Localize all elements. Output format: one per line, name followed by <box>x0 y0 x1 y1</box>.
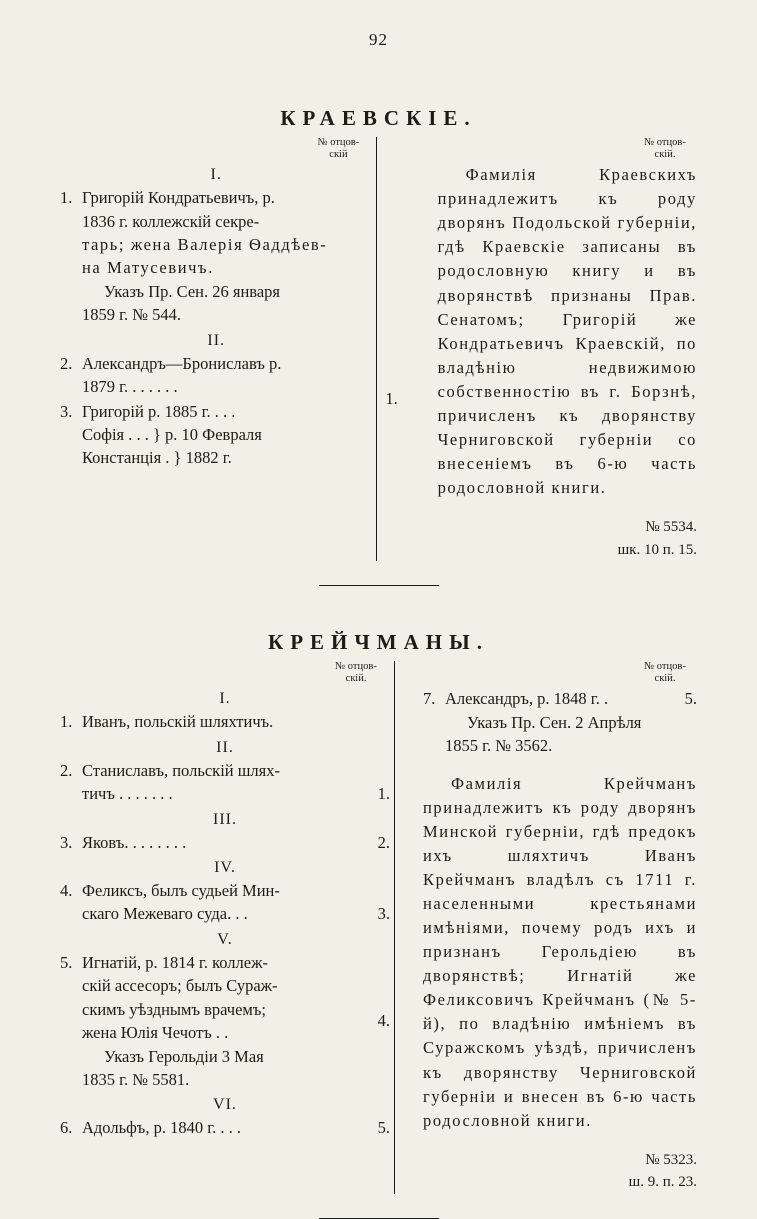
archive-shelf: шк. 10 п. 15. <box>617 541 697 558</box>
right-colhead-line1: № отцов- <box>644 661 686 673</box>
group-roman-ii: II. <box>207 331 226 349</box>
entry-reference-number: 5. <box>377 1118 390 1138</box>
group-roman-iv: IV. <box>214 859 236 877</box>
genealogy-entry <box>60 879 390 926</box>
group-roman-iii: III. <box>213 810 237 828</box>
entry-line: Иванъ, польскій шляхтичъ. <box>82 712 274 732</box>
entry-number: 6. <box>60 1118 73 1138</box>
section-separator <box>319 585 439 586</box>
entry-reference-number: 4. <box>377 1011 390 1031</box>
entry-line: Станиславъ, польскій шлях- <box>82 760 280 780</box>
group-roman-v: V. <box>217 930 233 948</box>
genealogy-entry <box>60 400 372 470</box>
section-title: КРЕЙЧМАНЫ. <box>268 630 489 655</box>
entry-reference-number: 3. <box>377 904 390 924</box>
page-number: 92 <box>369 30 388 49</box>
entry-number: 2. <box>60 353 73 373</box>
section-columns <box>60 661 697 1194</box>
section-columns <box>60 137 697 561</box>
entry-line: жена Юлія Чечотъ . . <box>82 1023 229 1043</box>
entry-line: Игнатій, р. 1814 г. коллеж- <box>82 952 268 972</box>
entry-extra-line: 1835 г. № 5581. <box>82 1069 190 1089</box>
entry-extra-line: Указъ Пр. Сен. 26 января <box>104 281 281 301</box>
group-roman-ii: II. <box>216 738 234 756</box>
section-title: КРАЕВСКІЕ. <box>280 106 477 130</box>
section-kraevskie <box>60 106 697 586</box>
entry-line: Григорій Кондратьевичъ, р. <box>82 188 275 208</box>
entry-line: 1836 г. коллежскій секре- <box>82 211 260 231</box>
entry-reference-number: 1. <box>385 389 398 408</box>
entry-number: 3. <box>60 401 73 421</box>
genealogy-entry <box>60 1116 390 1139</box>
right-colhead-line1: № отцов- <box>644 137 686 148</box>
right-column <box>410 137 697 561</box>
left-column-header <box>60 661 390 685</box>
archive-signature <box>438 516 697 561</box>
entry-number: 7. <box>423 689 436 709</box>
entry-line: 1879 г. . . . . . . <box>82 377 178 397</box>
genealogy-entry <box>60 831 390 854</box>
genealogy-entry <box>60 186 372 327</box>
entry-line: Григорій р. 1885 г. . . . <box>82 401 236 421</box>
entry-extra-line: Указъ Пр. Сен. 2 Апрѣля <box>467 712 642 732</box>
entry-line: Констанція . } 1882 г. <box>82 448 232 468</box>
entry-number: 1. <box>60 188 73 208</box>
entry-reference-number: 5. <box>684 689 697 709</box>
group-roman-i: I. <box>219 690 231 708</box>
entry-number: 1. <box>60 712 73 732</box>
entry-line: тарь; жена Валерія Ѳаддѣев- <box>82 234 328 254</box>
entry-reference-number: 2. <box>377 832 390 852</box>
archive-signature <box>423 1149 697 1194</box>
right-colhead-line2: скій. <box>654 149 676 161</box>
group-roman-vi: VI. <box>213 1096 237 1114</box>
right-colhead-line2: скій. <box>654 673 676 685</box>
entry-line: Феликсъ, былъ судьей Мин- <box>82 881 280 901</box>
entry-line: скимъ уѣзднымъ врачемъ; <box>82 999 266 1019</box>
left-colhead-line2: скій <box>329 149 348 161</box>
entry-extra-line: 1859 г. № 544. <box>82 305 182 325</box>
genealogy-entry <box>60 759 390 806</box>
column-divider <box>376 137 377 561</box>
entry-line: Софія . . . } р. 10 Февраля <box>82 424 262 444</box>
entry-reference-number: 1. <box>377 784 390 804</box>
left-colhead-line1: № отцов- <box>317 137 360 148</box>
left-column-header <box>60 137 372 161</box>
entry-line: скаго Межеваго суда. . . <box>82 904 248 924</box>
entry-line: Адольфъ, р. 1840 г. . . . <box>82 1118 241 1138</box>
right-column-header <box>423 661 697 685</box>
entry-line: на Матусевичъ. <box>82 258 214 278</box>
genealogy-entry <box>60 710 390 733</box>
entry-line: Александръ—Брониславъ р. <box>82 353 282 373</box>
archive-number: № 5534. <box>645 519 697 536</box>
entry-number: 5. <box>60 952 73 972</box>
section-description: Фамилія Крейчманъ принадлежитъ къ роду дворянъ Минской губерніи, гдѣ предокъ ихъ шляхтичъ Иванъ Крейчманъ владѣлъ съ 1711 г. населенными крестьянами имѣніями, почему родъ ихъ и признанъ Герольдіею въ дворянствѣ; Игнатій же Феликсовичъ Крейчманъ (№ 5-й), по владѣнію имѣніемъ въ Суражскомъ уѣздѣ, причисленъ къ дворянству Черниговской губерніи и внесен въ 6-ю часть родословной книги. <box>423 773 697 1130</box>
entry-reference-number <box>364 710 390 733</box>
left-column <box>60 661 390 1141</box>
section-description: Фамилія Краевскихъ принадлежитъ къ роду дворянъ Подольской губерніи, гдѣ Краевскіе записаны въ родословную книгу и въ дворянствѣ признаны Прав. Сенатомъ; Григорій же Кондратьевичъ Краевскій, по владѣнію недвижимою собственностію въ г. Борзнѣ, причисленъ къ дворянству Черниговской губерніи со внесеніемъ въ 6-ю часть родословной книги. <box>437 165 697 498</box>
entry-line: тичъ . . . . . . . <box>82 784 173 804</box>
archive-shelf: ш. 9. п. 23. <box>628 1174 697 1191</box>
entry-number: 3. <box>60 832 73 852</box>
left-colhead-line1: № отцов- <box>335 661 377 673</box>
archive-number: № 5323. <box>645 1151 697 1168</box>
genealogy-entry <box>60 352 372 399</box>
section-kreychmany <box>60 630 697 1219</box>
genealogy-entry <box>60 951 390 1092</box>
genealogy-entry <box>423 687 697 710</box>
entry-line: Яковъ. . . . . . . . <box>82 832 187 852</box>
right-column <box>395 661 697 1194</box>
entry-number: 4. <box>60 881 73 901</box>
left-column <box>60 137 372 471</box>
group-roman-i: I. <box>210 166 222 184</box>
right-column-header <box>438 137 697 161</box>
entry-line: скій ассесоръ; былъ Сураж- <box>82 976 278 996</box>
entry-number: 2. <box>60 760 73 780</box>
entry-extra-line: 1855 г. № 3562. <box>445 736 553 756</box>
entry-extra-line: Указъ Герольдіи 3 Мая <box>104 1046 264 1066</box>
entry-line: Александръ, р. 1848 г. . <box>445 689 609 709</box>
left-colhead-line2: скій. <box>345 673 367 685</box>
